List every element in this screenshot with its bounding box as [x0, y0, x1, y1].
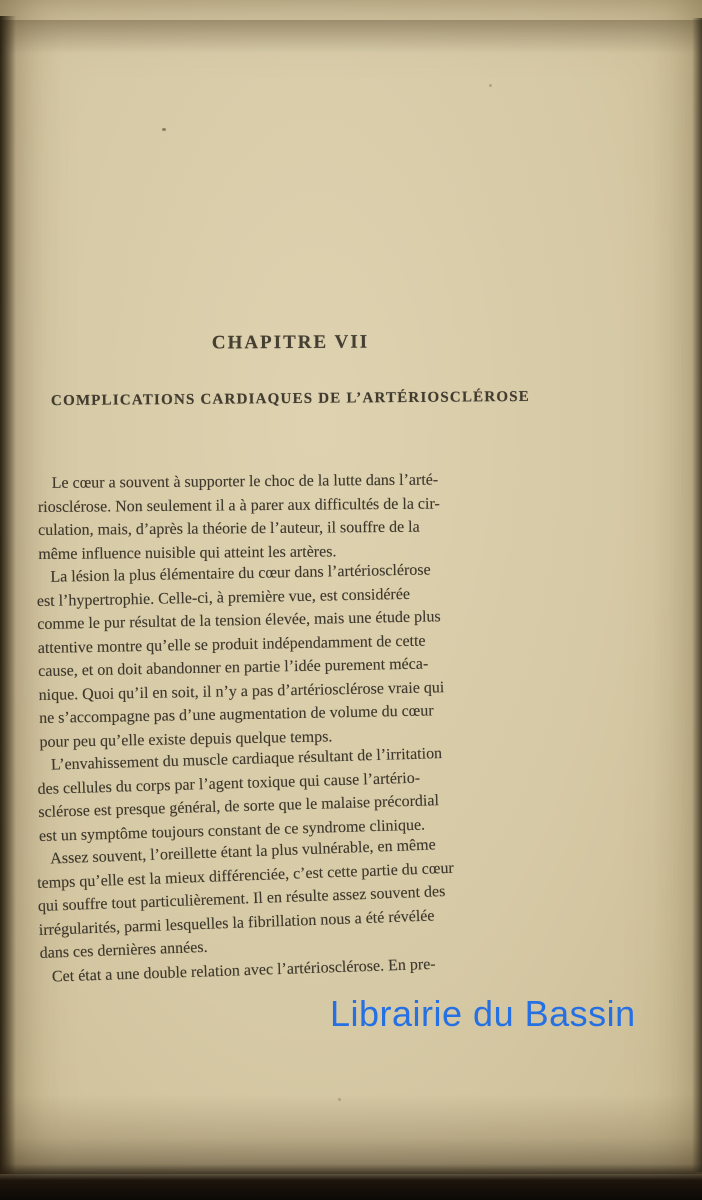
chapter-title: CHAPITRE VII — [211, 331, 370, 354]
paper-speck — [338, 1098, 341, 1101]
section-heading: COMPLICATIONS CARDIAQUES DE L’ARTÉRIOSCLÉROSE — [50, 388, 531, 410]
paper-speck — [489, 84, 492, 87]
bookseller-watermark: Librairie du Bassin — [330, 993, 636, 1034]
body-paragraph: Assez souvent, l’oreillette étant la plus vulnérable, en même temps qu’elle est la mieux différenciée, c’est cette partie du cœur qui souffre tout particulièrement. Il en résulte assez souvent des irrégularités, parmi lesquelles la fibrillation nous a été révélée dans ces dernières années. — [36, 836, 455, 962]
body-paragraph: Cet état a une double relation avec l’artériosclérose. En pre- — [51, 955, 436, 986]
body-text-block — [38, 472, 547, 989]
body-paragraph: La lésion la plus élémentaire du cœur dans l’artériosclérose est l’hypertrophie. Celle-ci, à première vue, est considérée comme le pur résultat de la tension élevée, mais une étude plus attentive montre qu’elle se produit indépendamment de cette cause, et on doit abandonner en partie l’idée purement méca- nique. Quoi qu’il en soit, il n’y a pas d’artériosclérose vraie qui ne s’accompagne pas d’une augmentation de volume du cœur pour peu qu’elle existe depuis quelque temps. — [36, 561, 445, 751]
paper-speck — [162, 128, 166, 131]
body-paragraph: L’envahissement du muscle cardiaque résultant de l’irritation des cellules du corps par l’agent toxique qui cause l’artério- sclérose est presque général, de sorte que le malaise précordial est un symptôme toujours constant de ce syndrome clinique. — [37, 744, 443, 845]
body-paragraph: Le cœur a souvent à supporter le choc de la lutte dans l’arté- riosclérose. Non seulement il a à parer aux difficultés de la cir- culation, mais, d’après la théorie de l’auteur, il souffre de la même influence nuisible qui atteint les artères. — [37, 471, 440, 563]
